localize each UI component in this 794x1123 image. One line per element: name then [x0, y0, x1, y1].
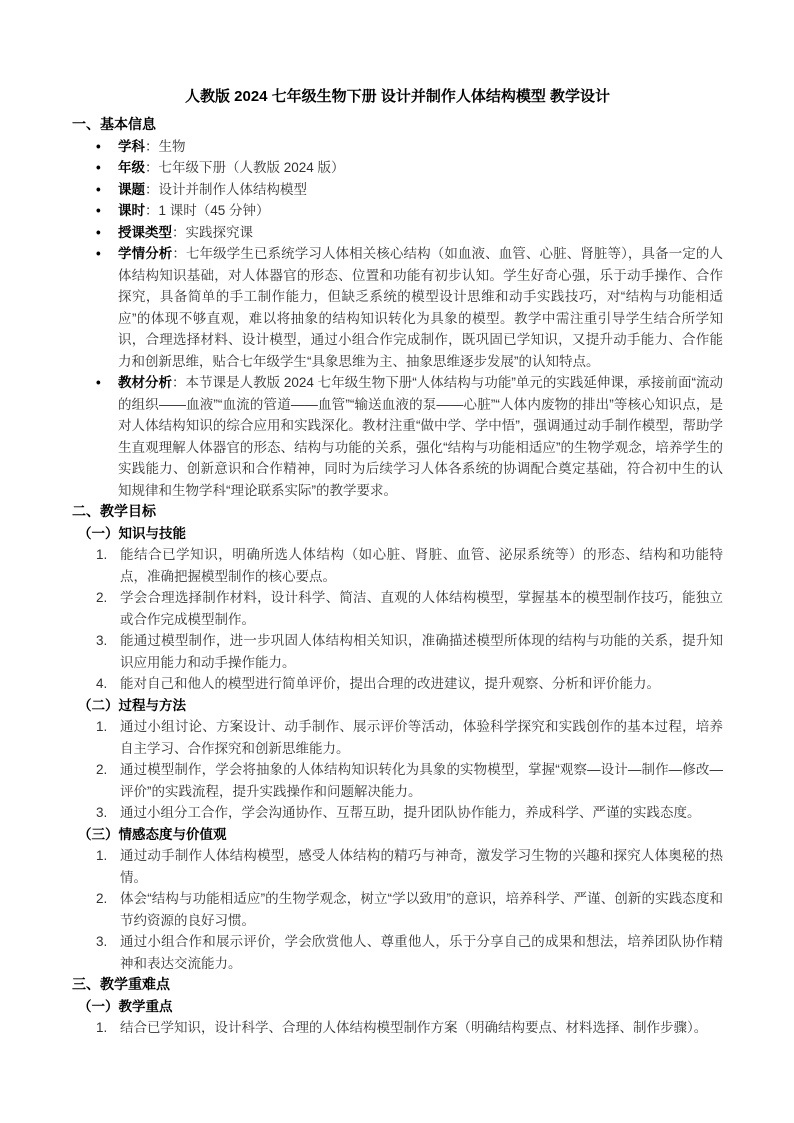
numbered-item — [72, 716, 723, 759]
bullet-label: 学科 — [118, 138, 145, 154]
bullet-label: 教材分析 — [118, 375, 173, 390]
numbered-item — [72, 1017, 723, 1039]
item-text: 能结合已学知识，明确所选人体结构（如心脏、肾脏、血管、泌尿系统等）的形态、结构和功能特点，准确把握模型制作的核心要点。 — [120, 547, 723, 584]
item-number: 3. — [96, 633, 108, 648]
bullet-text: ：设计并制作人体结构模型 — [145, 181, 307, 197]
item-number: 1. — [96, 719, 108, 734]
bullet-text: ：生物 — [145, 138, 186, 154]
bullet-text: ：1 课时（45 分钟） — [145, 203, 270, 218]
numbered-item — [72, 888, 723, 931]
item-text: 通过动手制作人体结构模型，感受人体结构的精巧与神奇，激发学习生物的兴趣和探究人体奥秘的热情。 — [120, 848, 723, 885]
numbered-item — [72, 931, 723, 974]
section-heading-basic-info: 一、基本信息 — [72, 116, 156, 132]
bullet-item-student-analysis — [72, 243, 723, 372]
bullet-label: 学情分析 — [118, 246, 173, 261]
numbered-item — [72, 630, 723, 673]
item-number: 1. — [96, 547, 108, 562]
item-text: 通过小组讨论、方案设计、动手制作、展示评价等活动，体验科学探究和实践创作的基本过程，培养自主学习、合作探究和创新思维能力。 — [120, 719, 723, 756]
bullet-item-lesson-type — [72, 222, 723, 244]
bullet-item-material-analysis — [72, 372, 723, 501]
numbered-item — [72, 673, 723, 695]
subsection-heading-process: （二）过程与方法 — [78, 697, 186, 713]
subsection-heading-focus: （一）教学重点 — [78, 998, 173, 1014]
item-number: 2. — [96, 891, 108, 906]
bullet-text: ：实践探究课 — [172, 224, 253, 240]
item-text: 能通过模型制作，进一步巩固人体结构相关知识，准确描述模型所体现的结构与功能的关系，提升知识应用能力和动手操作能力。 — [120, 633, 723, 670]
bullet-item-topic — [72, 179, 723, 201]
bullet-label: 课题 — [118, 181, 145, 197]
numbered-item — [72, 544, 723, 587]
numbered-item — [72, 802, 723, 824]
item-text: 学会合理选择制作材料，设计科学、简洁、直观的人体结构模型，掌握基本的模型制作技巧，能独立或合作完成模型制作。 — [120, 590, 723, 627]
item-text: 结合已学知识，设计科学、合理的人体结构模型制作方案（明确结构要点、材料选择、制作步骤）。 — [120, 1020, 708, 1035]
section-heading-objectives: 二、教学目标 — [72, 503, 156, 519]
bullet-text: ：本节课是人教版 2024 七年级生物下册“人体结构与功能”单元的实践延伸课，承接前面“流动的组织——血液”“血流的管道——血管”“输送血液的泵——心脏”“人体内废物的排出”等核心知识点，是对人体结构知识的综合应用和实践深化。教材注重“做中学、学中悟”，强调通过动手制作模型，帮助学生直观理解人体器官的形态、结构与功能的关系，强化“结构与功能相适应”的生物学观念，培养学生的实践能力、创新意识和合作精神，同时为后续学习人体各系统的协调配合奠定基础，符合初中生的认知规律和生物学科“理论联系实际”的教学要求。 — [118, 375, 723, 498]
item-text: 能对自己和他人的模型进行简单评价，提出合理的改进建议，提升观察、分析和评价能力。 — [120, 676, 660, 691]
item-number: 3. — [96, 934, 108, 949]
document-title: 人教版 2024 七年级生物下册 设计并制作人体结构模型 教学设计 — [184, 88, 611, 105]
item-number: 2. — [96, 590, 108, 605]
item-text: 通过小组合作和展示评价，学会欣赏他人、尊重他人，乐于分享自己的成果和想法，培养团队协作精神和表达交流能力。 — [120, 934, 723, 971]
item-text: 通过模型制作，学会将抽象的人体结构知识转化为具象的实物模型，掌握“观察—设计—制作—修改—评价”的实践流程，提升实践操作和问题解决能力。 — [120, 762, 723, 799]
bullet-text: ：七年级学生已系统学习人体相关核心结构（如血液、血管、心脏、肾脏等），具备一定的人体结构知识基础，对人体器官的形态、位置和功能有初步认知。学生好奇心强，乐于动手操作、合作探究，具备简单的手工制作能力，但缺乏系统的模型设计思维和动手实践技巧，对“结构与功能相适应”的体现不够直观，难以将抽象的结构知识转化为具象的模型。教学中需注重引导学生结合所学知识，合理选择材料、设计模型，通过小组合作完成制作，既巩固已学知识，又提升动手能力、合作能力和创新思维，贴合七年级学生“具象思维为主、抽象思维逐步发展”的认知特点。 — [118, 246, 724, 369]
bullet-label: 课时 — [118, 203, 145, 218]
bullet-label: 年级 — [118, 160, 145, 175]
bullet-text: ：七年级下册（人教版 2024 版） — [145, 160, 345, 175]
item-number: 1. — [96, 1020, 108, 1035]
section-heading-key-points: 三、教学重难点 — [72, 976, 170, 992]
bullet-item-subject — [72, 136, 723, 158]
item-text: 通过小组分工合作，学会沟通协作、互帮互助，提升团队协作能力，养成科学、严谨的实践态度。 — [120, 805, 701, 820]
numbered-item — [72, 587, 723, 630]
item-number: 1. — [96, 848, 108, 863]
subsection-heading-knowledge: （一）知识与技能 — [78, 525, 186, 541]
numbered-item — [72, 845, 723, 888]
bullet-label: 授课类型 — [118, 224, 172, 240]
item-number: 2. — [96, 762, 108, 777]
bullet-item-duration — [72, 200, 723, 222]
item-number: 4. — [96, 676, 108, 691]
bullet-item-grade — [72, 157, 723, 179]
numbered-item — [72, 759, 723, 802]
item-number: 3. — [96, 805, 108, 820]
item-text: 体会“结构与功能相适应”的生物学观念，树立“学以致用”的意识，培养科学、严谨、创新的实践态度和节约资源的良好习惯。 — [120, 891, 723, 928]
subsection-heading-emotion: （三）情感态度与价值观 — [78, 826, 227, 842]
